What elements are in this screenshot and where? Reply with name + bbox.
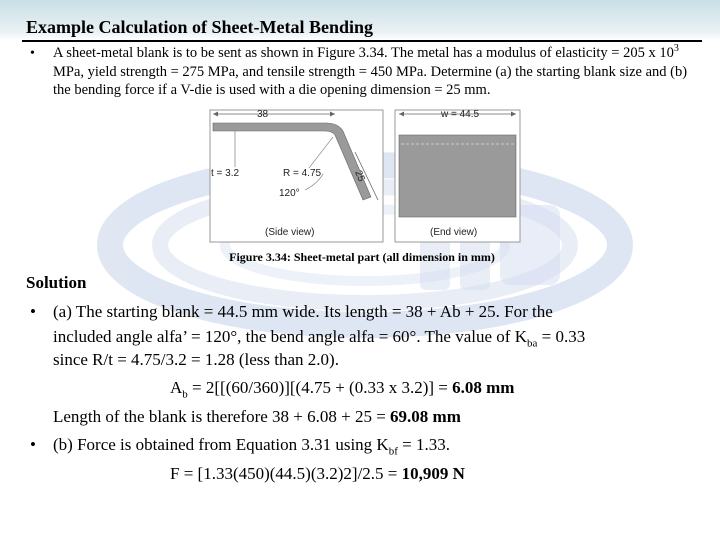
k-bf-subscript: bf <box>388 445 398 458</box>
end-view-label: (End view) <box>430 227 478 238</box>
b-line1-tail: = 1.33. <box>397 435 450 454</box>
dim-25-label: 25 <box>352 168 367 184</box>
blank-length-result: 69.08 mm <box>390 407 461 426</box>
solution-heading: Solution <box>26 273 87 292</box>
force-expression: F = [1.33(450)(44.5)(3.2)2]/2.5 = <box>170 464 402 483</box>
bullet-marker: • <box>30 302 36 321</box>
bullet-marker: • <box>30 46 35 61</box>
b-line1-text: (b) Force is obtained from Equation 3.31 using K <box>53 435 389 454</box>
end-view-part <box>399 135 516 217</box>
angle-label: 120° <box>279 188 300 199</box>
exponent: 3 <box>673 43 679 55</box>
dim-38-label: 38 <box>257 109 269 120</box>
dim-t-label: t = 3.2 <box>211 168 240 179</box>
blank-length-line <box>53 407 461 427</box>
ab-symbol: A <box>170 378 183 397</box>
dim-R-label: R = 4.75 <box>283 168 322 179</box>
a-line2-text: included angle alfa’ = 120°, the bend angle alfa = 60°. The value of K <box>53 327 527 346</box>
force-equation <box>170 464 465 484</box>
bullet-marker: • <box>30 435 36 454</box>
problem-statement <box>53 44 703 100</box>
problem-text-a: A sheet-metal blank is to be sent as shown in Figure 3.34. The metal has a modulus of elasticity = 205 x 10 <box>53 45 674 61</box>
dim-w-label: w = 44.5 <box>441 109 480 120</box>
blank-length-text: Length of the blank is therefore 38 + 6.08 + 25 = <box>53 407 391 426</box>
sheet-metal-figure <box>205 104 525 249</box>
side-view-label: (Side view) <box>265 227 315 238</box>
ab-subscript: b <box>182 388 188 401</box>
force-result: 10,909 N <box>401 464 465 483</box>
k-ba-subscript: ba <box>526 337 538 350</box>
solution-b-line1 <box>53 435 450 458</box>
solution-a-line3: since R/t = 4.75/3.2 = 1.28 (less than 2.0). <box>53 350 339 369</box>
problem-text-b: MPa, yield strength = 275 MPa, and tensile strength = 450 MPa. Determine (a) the starting blank size and (b) the bending force if a V-die is used with a die opening dimension = 25 mm. <box>53 63 688 98</box>
ab-result: 6.08 mm <box>452 378 515 397</box>
slide-title: Example Calculation of Sheet-Metal Bending <box>26 17 373 37</box>
title-underline <box>22 40 702 42</box>
ab-equation <box>170 378 515 401</box>
a-line2-tail: = 0.33 <box>537 327 586 346</box>
solution-a-line2 <box>53 327 586 350</box>
ab-expression: = 2[[(60/360)][(4.75 + (0.33 x 3.2)] = <box>187 378 453 397</box>
figure-caption: Figure 3.34: Sheet-metal part (all dimension in mm) <box>229 250 495 264</box>
solution-a-line1: (a) The starting blank = 44.5 mm wide. Its length = 38 + Ab + 25. For the <box>53 302 553 321</box>
